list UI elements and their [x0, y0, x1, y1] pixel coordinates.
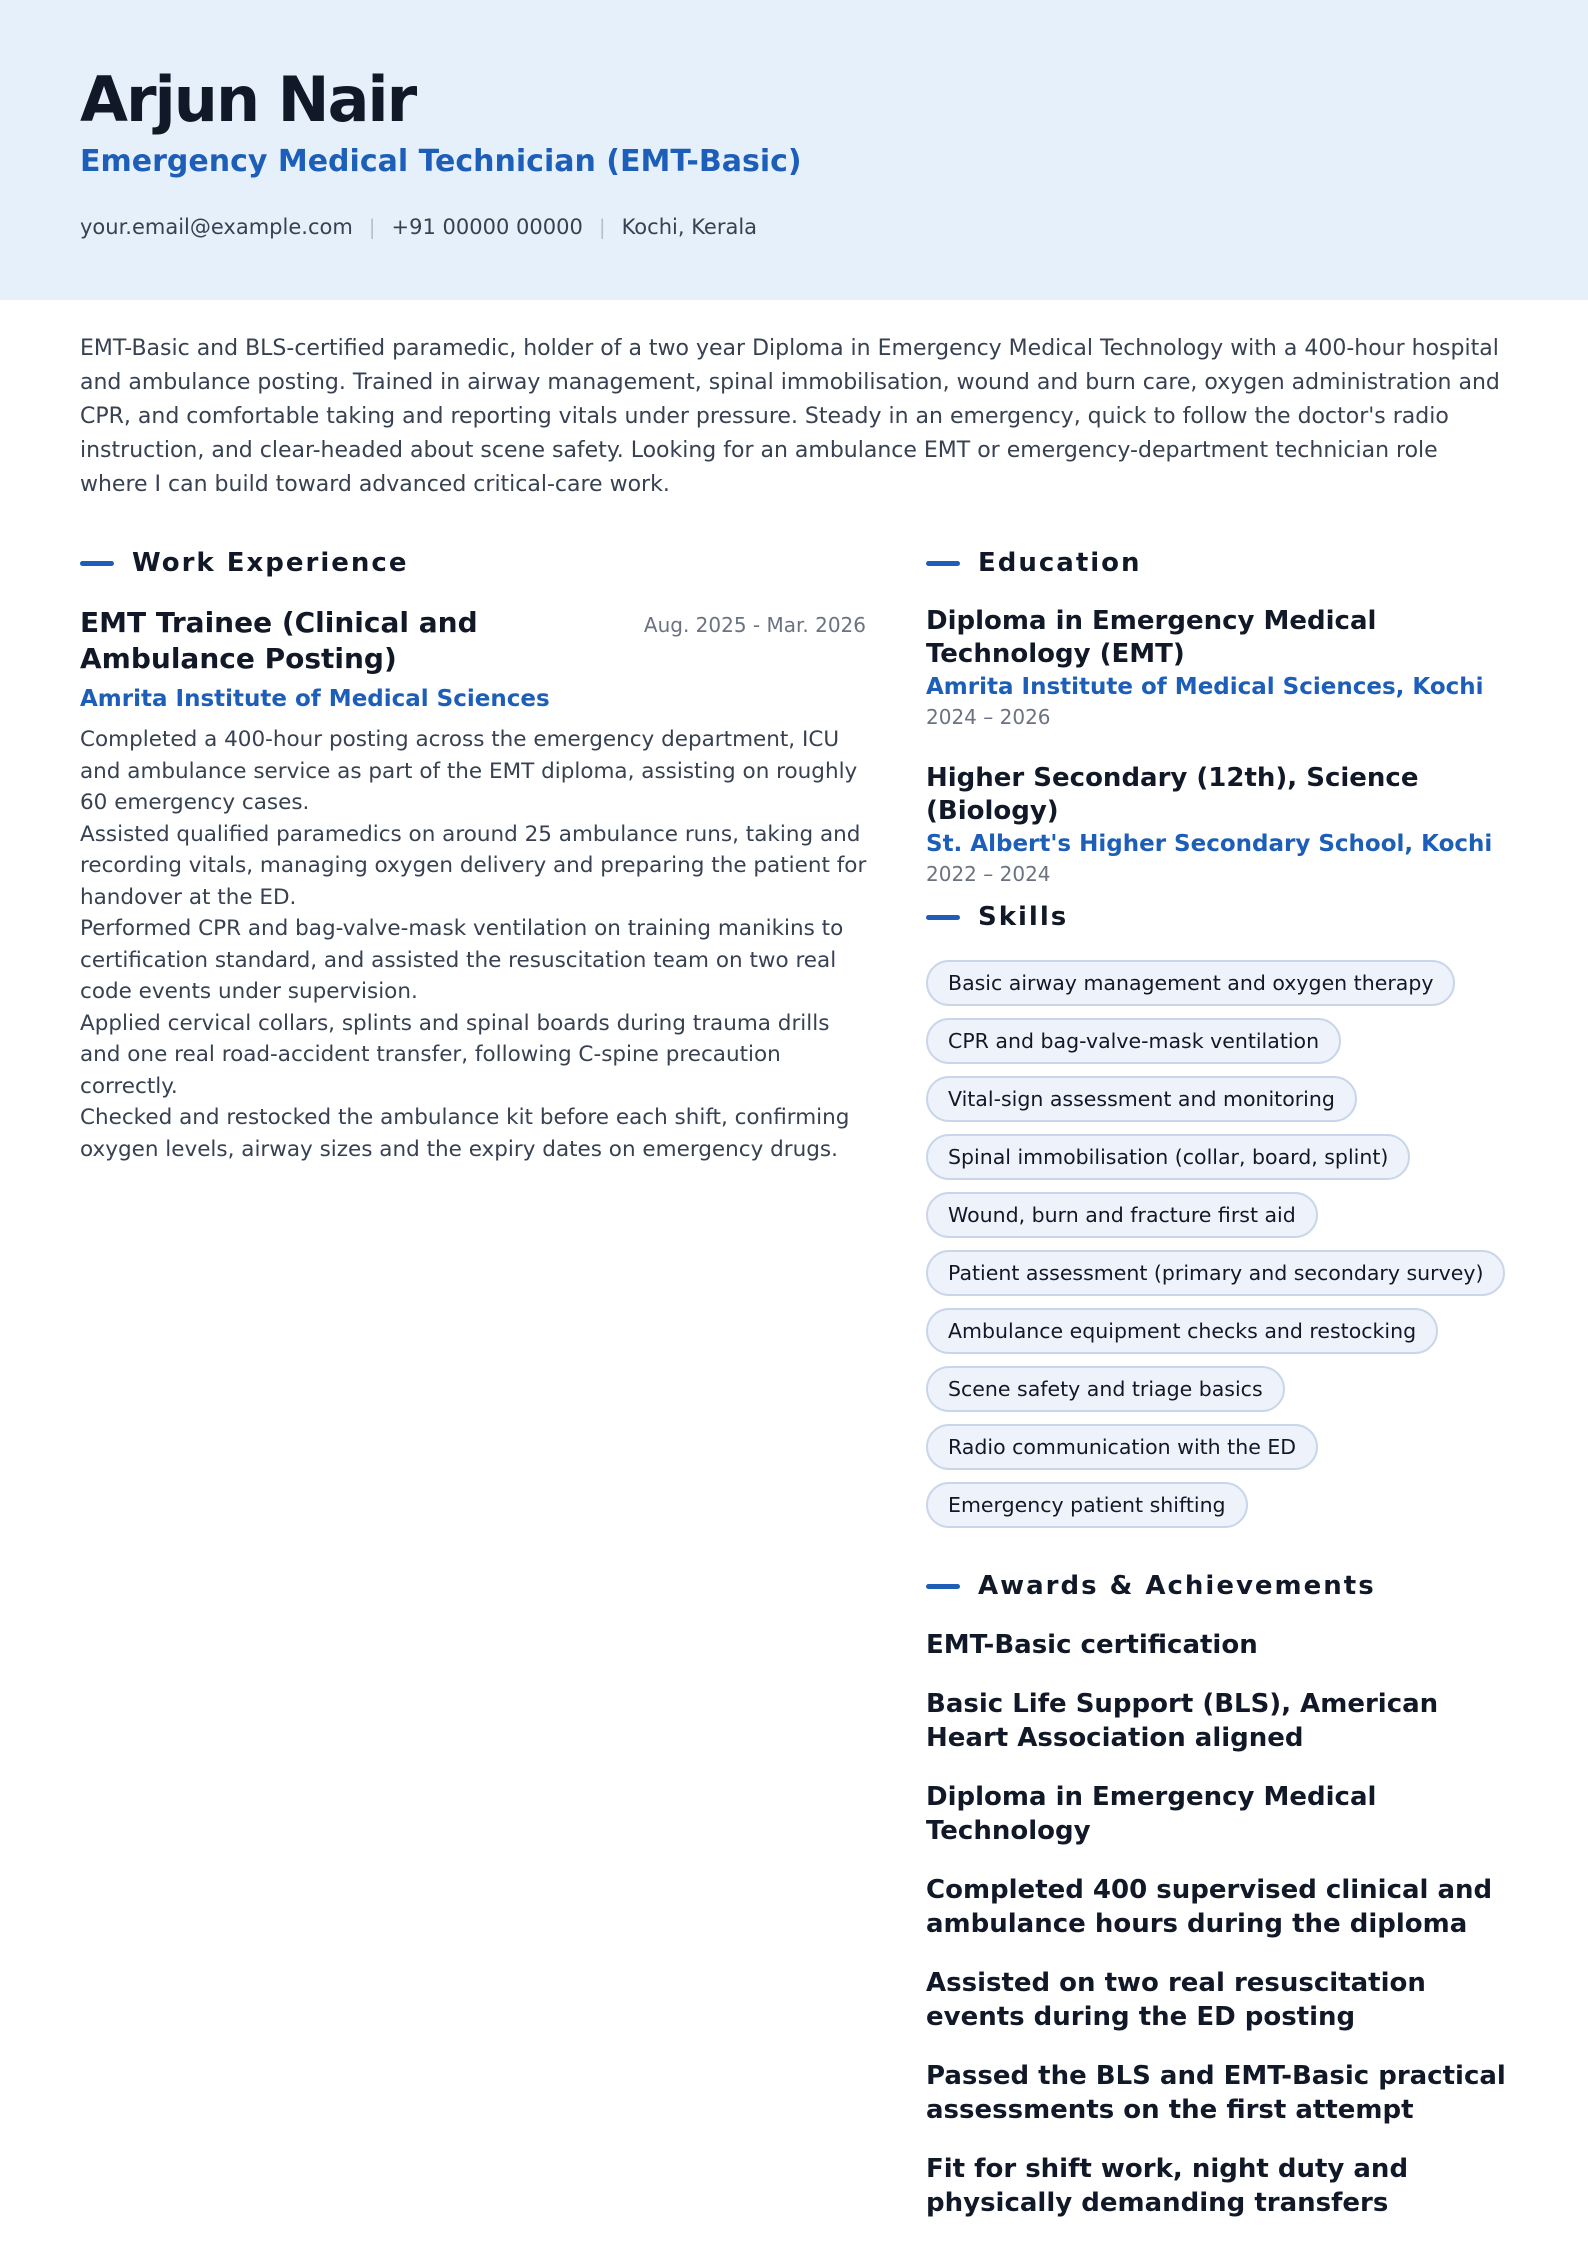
- experience-organization: Amrita Institute of Medical Sciences: [80, 686, 550, 712]
- phone-text[interactable]: +91 00000 00000: [391, 215, 583, 239]
- education-degree: Higher Secondary (12th), Science (Biology): [926, 763, 1419, 826]
- experience-bullet: Performed CPR and bag-valve-mask ventilation on training manikins to certification standard, and assisted the resuscitation team on two real code events under supervision.: [80, 916, 844, 1004]
- skill-tag: Wound, burn and fracture first aid: [926, 1192, 1318, 1238]
- section-accent-bar: [926, 915, 960, 920]
- awards-list: [926, 1628, 1506, 2245]
- section-title: Education: [978, 548, 1142, 578]
- skills-list: [926, 960, 1526, 1540]
- award-item: Fit for shift work, night duty and physically demanding transfers: [926, 2154, 1409, 2218]
- education-degree: Diploma in Emergency Medical Technology (EMT): [926, 606, 1377, 669]
- contact-separator: |: [368, 215, 376, 239]
- email-text[interactable]: your.email@example.com: [80, 215, 353, 239]
- education-entry: [926, 762, 1506, 888]
- education-years: 2024 – 2026: [926, 705, 1051, 729]
- candidate-name: Arjun Nair: [80, 63, 416, 136]
- award-item: Basic Life Support (BLS), American Heart Association aligned: [926, 1689, 1439, 1753]
- award-item: Diploma in Emergency Medical Technology: [926, 1782, 1377, 1846]
- award-item: Completed 400 supervised clinical and ambulance hours during the diploma: [926, 1875, 1493, 1939]
- location-text: Kochi, Kerala: [621, 215, 758, 239]
- section-heading-skills: [926, 902, 1068, 932]
- skill-tag: Spinal immobilisation (collar, board, splint): [926, 1134, 1410, 1180]
- award-item: Passed the BLS and EMT-Basic practical assessments on the first attempt: [926, 2061, 1506, 2125]
- section-title: Work Experience: [132, 548, 409, 578]
- education-entry: [926, 605, 1506, 731]
- skill-tag: Vital-sign assessment and monitoring: [926, 1076, 1357, 1122]
- skill-tag: Scene safety and triage basics: [926, 1366, 1285, 1412]
- skill-tag: Basic airway management and oxygen therapy: [926, 960, 1455, 1006]
- experience-description: [80, 724, 870, 1165]
- experience-bullet: Assisted qualified paramedics on around 25 ambulance runs, taking and recording vitals, managing oxygen delivery and preparing the patient for handover at the ED.: [80, 821, 867, 910]
- education-years: 2022 – 2024: [926, 862, 1051, 886]
- section-title: Awards & Achievements: [978, 1571, 1376, 1601]
- experience-bullet: Completed a 400-hour posting across the emergency department, ICU and ambulance service as part of the EMT diploma, assisting on roughly 60 emergency cases.: [80, 727, 858, 815]
- skill-tag: CPR and bag-valve-mask ventilation: [926, 1018, 1341, 1064]
- section-title: Skills: [978, 902, 1069, 932]
- experience-dates: Aug. 2025 - Mar. 2026: [643, 613, 866, 637]
- section-heading-awards: [926, 1571, 1376, 1601]
- education-school: Amrita Institute of Medical Sciences, Kochi: [926, 674, 1484, 700]
- professional-summary: EMT-Basic and BLS-certified paramedic, holder of a two year Diploma in Emergency Medical Technology with a 400-hour hospital and ambulance posting. Trained in airway management, spinal immobilisation, wound and burn care, oxygen administration and CPR, and comfortable taking and reporting vitals under pressure. Steady in an emergency, quick to follow the doctor's radio instruction, and clear-headed about scene safety. Looking for an ambulance EMT or emergency-department technician role where I can build toward advanced critical-care work.: [80, 336, 1500, 497]
- skill-tag: Patient assessment (primary and secondary survey): [926, 1250, 1505, 1296]
- contact-line: [80, 212, 757, 242]
- section-accent-bar: [926, 561, 960, 566]
- experience-title: EMT Trainee (Clinical and Ambulance Posting): [80, 606, 478, 675]
- skill-tag: Ambulance equipment checks and restocking: [926, 1308, 1438, 1354]
- skill-tag: Radio communication with the ED: [926, 1424, 1318, 1470]
- experience-bullet: Checked and restocked the ambulance kit before each shift, confirming oxygen levels, airway sizes and the expiry dates on emergency drugs.: [80, 1105, 850, 1162]
- contact-separator: |: [598, 215, 606, 239]
- skill-tag: Emergency patient shifting: [926, 1482, 1248, 1528]
- award-item: EMT-Basic certification: [926, 1630, 1258, 1660]
- education-school: St. Albert's Higher Secondary School, Kochi: [926, 831, 1493, 857]
- experience-bullet: Applied cervical collars, splints and spinal boards during trauma drills and one real road-accident transfer, following C-spine precaution correctly.: [80, 1010, 830, 1099]
- section-accent-bar: [80, 561, 114, 566]
- job-title-headline: Emergency Medical Technician (EMT-Basic): [80, 144, 802, 179]
- section-heading-work: [80, 548, 408, 578]
- section-accent-bar: [926, 1584, 960, 1589]
- section-heading-education: [926, 548, 1142, 578]
- resume-header: [0, 0, 1588, 300]
- experience-entry: [80, 605, 866, 1165]
- award-item: Assisted on two real resuscitation events during the ED posting: [926, 1968, 1426, 2032]
